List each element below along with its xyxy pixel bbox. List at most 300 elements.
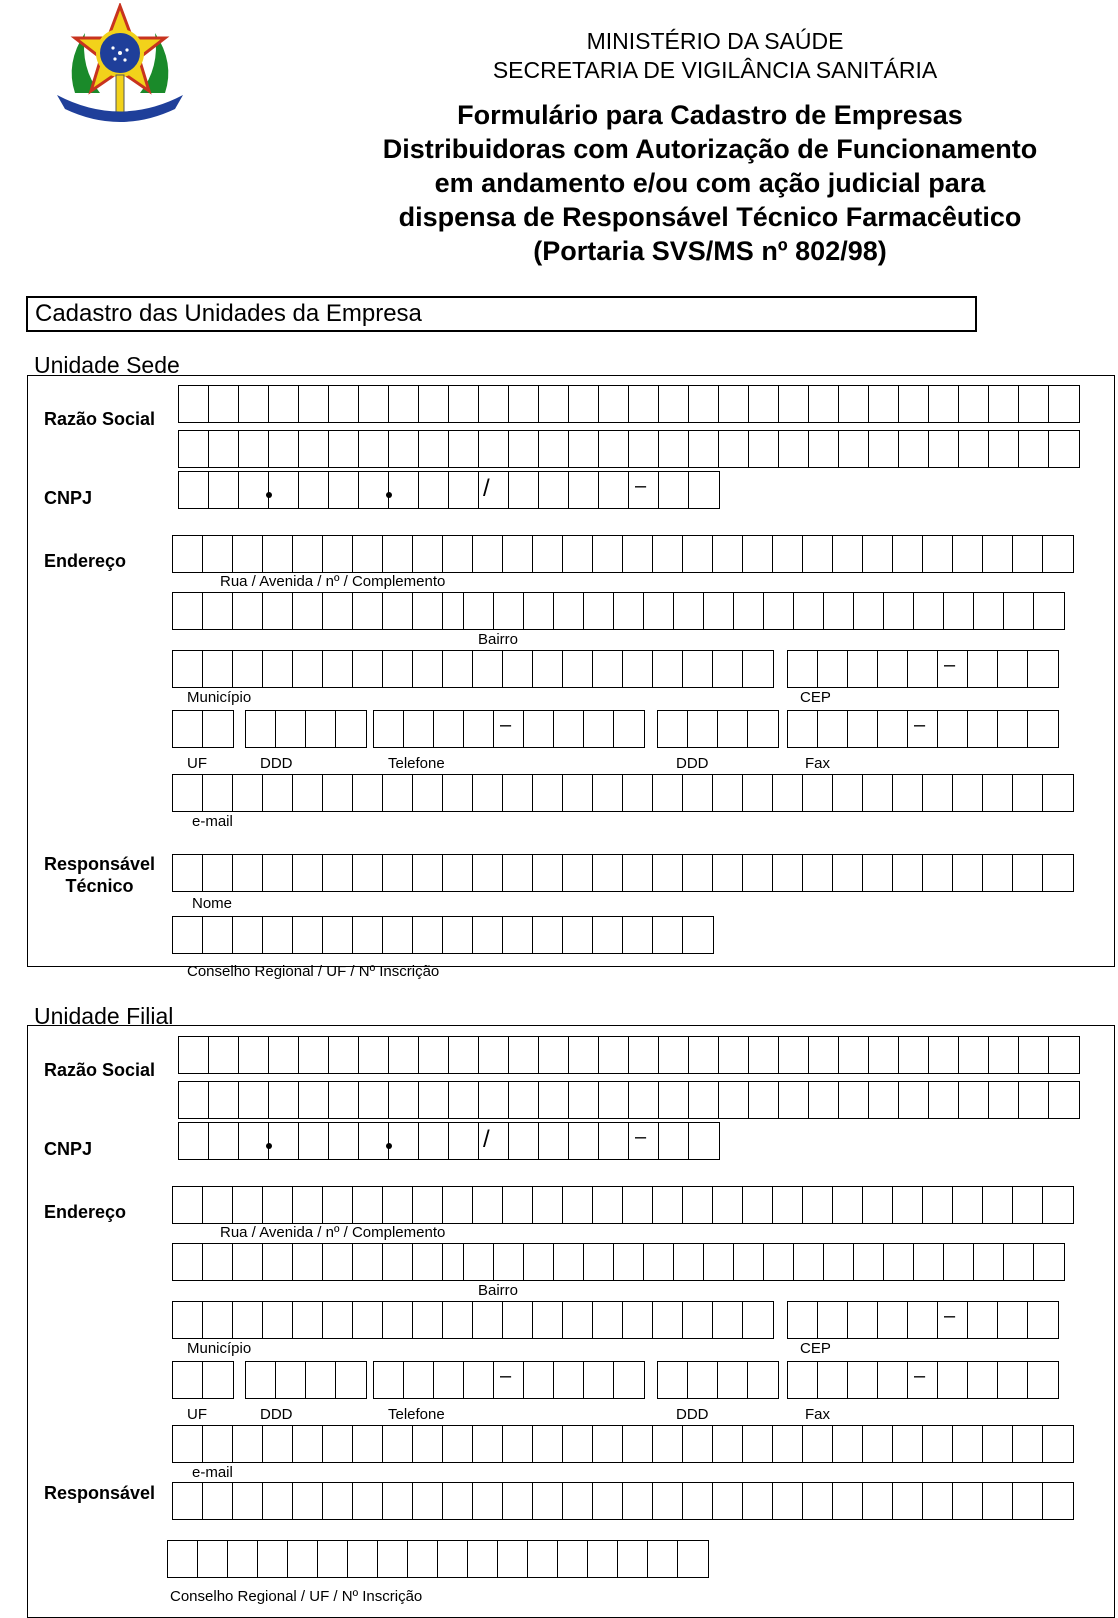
- char-cell[interactable]: [323, 536, 353, 572]
- char-cell[interactable]: [1013, 775, 1043, 811]
- char-cell[interactable]: [688, 1362, 718, 1398]
- char-cell[interactable]: [593, 1483, 623, 1519]
- char-cell[interactable]: [899, 1037, 929, 1073]
- char-cell[interactable]: [299, 1123, 329, 1159]
- char-cell[interactable]: [479, 386, 509, 422]
- char-cell[interactable]: [443, 1187, 473, 1223]
- char-cell[interactable]: [329, 1082, 359, 1118]
- char-cell[interactable]: [618, 1541, 648, 1577]
- char-cell[interactable]: [228, 1541, 258, 1577]
- char-cell[interactable]: [998, 711, 1028, 747]
- char-cell[interactable]: [524, 711, 554, 747]
- char-cell[interactable]: [323, 917, 353, 953]
- char-cell[interactable]: [588, 1541, 618, 1577]
- char-cell[interactable]: [353, 1187, 383, 1223]
- char-cell[interactable]: [449, 472, 479, 508]
- char-cell[interactable]: [353, 1302, 383, 1338]
- char-cell[interactable]: [983, 1483, 1013, 1519]
- char-cell[interactable]: [773, 1483, 803, 1519]
- char-cell[interactable]: [179, 386, 209, 422]
- char-cell[interactable]: [443, 775, 473, 811]
- char-cell[interactable]: [743, 1187, 773, 1223]
- char-cell[interactable]: [779, 431, 809, 467]
- char-cell[interactable]: [179, 1123, 209, 1159]
- char-cell[interactable]: [878, 651, 908, 687]
- char-cell[interactable]: [198, 1541, 228, 1577]
- char-cell[interactable]: [443, 1426, 473, 1462]
- char-cell[interactable]: [203, 651, 233, 687]
- char-cell[interactable]: [878, 1302, 908, 1338]
- char-cell[interactable]: [323, 855, 353, 891]
- char-cell[interactable]: [509, 472, 539, 508]
- char-cell[interactable]: [653, 1426, 683, 1462]
- char-cell[interactable]: [713, 1302, 743, 1338]
- char-cell[interactable]: [824, 1244, 854, 1280]
- char-cell[interactable]: [863, 1187, 893, 1223]
- char-cell[interactable]: [239, 1037, 269, 1073]
- char-cell[interactable]: [884, 593, 914, 629]
- char-cell[interactable]: [173, 1187, 203, 1223]
- char-cell[interactable]: [938, 1362, 968, 1398]
- char-cell[interactable]: [276, 711, 306, 747]
- char-cell[interactable]: [848, 1362, 878, 1398]
- char-cell[interactable]: [449, 1037, 479, 1073]
- char-cell[interactable]: [1034, 1244, 1064, 1280]
- char-cell[interactable]: [1034, 593, 1064, 629]
- char-cell[interactable]: [854, 593, 884, 629]
- char-cell[interactable]: [413, 1187, 443, 1223]
- char-cell[interactable]: [824, 593, 854, 629]
- char-cell[interactable]: [569, 431, 599, 467]
- char-cell[interactable]: [203, 775, 233, 811]
- char-cell[interactable]: [473, 1187, 503, 1223]
- char-cell[interactable]: [299, 431, 329, 467]
- char-cell[interactable]: [293, 1244, 323, 1280]
- char-cell[interactable]: [989, 386, 1019, 422]
- char-cell[interactable]: [689, 1037, 719, 1073]
- char-cell[interactable]: [263, 651, 293, 687]
- char-cell[interactable]: [293, 855, 323, 891]
- char-cell[interactable]: [389, 1082, 419, 1118]
- bairro-field-a[interactable]: [172, 1243, 474, 1281]
- cnpj-field[interactable]: [178, 471, 720, 509]
- char-cell[interactable]: [593, 855, 623, 891]
- char-cell[interactable]: [383, 1187, 413, 1223]
- char-cell[interactable]: [748, 1362, 778, 1398]
- char-cell[interactable]: [438, 1541, 468, 1577]
- char-cell[interactable]: [953, 855, 983, 891]
- char-cell[interactable]: [173, 1302, 203, 1338]
- char-cell[interactable]: [503, 775, 533, 811]
- char-cell[interactable]: [419, 431, 449, 467]
- char-cell[interactable]: [293, 593, 323, 629]
- char-cell[interactable]: [203, 1483, 233, 1519]
- char-cell[interactable]: [923, 775, 953, 811]
- char-cell[interactable]: [599, 386, 629, 422]
- char-cell[interactable]: [974, 1244, 1004, 1280]
- char-cell[interactable]: [434, 711, 464, 747]
- char-cell[interactable]: [263, 1302, 293, 1338]
- char-cell[interactable]: [743, 1426, 773, 1462]
- char-cell[interactable]: [749, 386, 779, 422]
- char-cell[interactable]: [503, 1302, 533, 1338]
- char-cell[interactable]: [893, 775, 923, 811]
- char-cell[interactable]: [683, 651, 713, 687]
- char-cell[interactable]: [293, 1302, 323, 1338]
- char-cell[interactable]: [329, 386, 359, 422]
- char-cell[interactable]: [173, 775, 203, 811]
- char-cell[interactable]: [929, 1082, 959, 1118]
- char-cell[interactable]: [929, 431, 959, 467]
- char-cell[interactable]: [989, 1082, 1019, 1118]
- telefone-field[interactable]: [373, 710, 645, 748]
- char-cell[interactable]: [558, 1541, 588, 1577]
- char-cell[interactable]: [659, 1082, 689, 1118]
- char-cell[interactable]: [269, 431, 299, 467]
- char-cell[interactable]: [959, 1082, 989, 1118]
- char-cell[interactable]: [983, 855, 1013, 891]
- char-cell[interactable]: [1049, 1082, 1079, 1118]
- char-cell[interactable]: [938, 651, 968, 687]
- char-cell[interactable]: [509, 386, 539, 422]
- char-cell[interactable]: [1028, 1362, 1058, 1398]
- char-cell[interactable]: [239, 386, 269, 422]
- char-cell[interactable]: [749, 1082, 779, 1118]
- char-cell[interactable]: [443, 855, 473, 891]
- char-cell[interactable]: [383, 917, 413, 953]
- char-cell[interactable]: [953, 1187, 983, 1223]
- char-cell[interactable]: [629, 1082, 659, 1118]
- char-cell[interactable]: [413, 1483, 443, 1519]
- char-cell[interactable]: [434, 1362, 464, 1398]
- char-cell[interactable]: [749, 1037, 779, 1073]
- char-cell[interactable]: [719, 386, 749, 422]
- ddd-field[interactable]: [245, 1361, 367, 1399]
- char-cell[interactable]: [1028, 651, 1058, 687]
- char-cell[interactable]: [908, 1302, 938, 1338]
- char-cell[interactable]: [1049, 431, 1079, 467]
- char-cell[interactable]: [674, 593, 704, 629]
- char-cell[interactable]: [539, 1123, 569, 1159]
- char-cell[interactable]: [569, 386, 599, 422]
- char-cell[interactable]: [899, 431, 929, 467]
- char-cell[interactable]: [353, 1426, 383, 1462]
- char-cell[interactable]: [503, 1483, 533, 1519]
- char-cell[interactable]: [563, 1187, 593, 1223]
- char-cell[interactable]: [689, 472, 719, 508]
- char-cell[interactable]: [704, 1244, 734, 1280]
- char-cell[interactable]: [809, 431, 839, 467]
- char-cell[interactable]: [449, 1082, 479, 1118]
- char-cell[interactable]: [884, 1244, 914, 1280]
- char-cell[interactable]: [443, 536, 473, 572]
- char-cell[interactable]: [653, 855, 683, 891]
- char-cell[interactable]: [623, 536, 653, 572]
- char-cell[interactable]: [818, 1362, 848, 1398]
- char-cell[interactable]: [464, 1244, 494, 1280]
- char-cell[interactable]: [803, 536, 833, 572]
- char-cell[interactable]: [848, 711, 878, 747]
- char-cell[interactable]: [764, 593, 794, 629]
- char-cell[interactable]: [683, 855, 713, 891]
- char-cell[interactable]: [413, 536, 443, 572]
- char-cell[interactable]: [1043, 855, 1073, 891]
- char-cell[interactable]: [989, 1037, 1019, 1073]
- char-cell[interactable]: [173, 855, 203, 891]
- char-cell[interactable]: [953, 1483, 983, 1519]
- char-cell[interactable]: [359, 1037, 389, 1073]
- char-cell[interactable]: [944, 593, 974, 629]
- char-cell[interactable]: [533, 651, 563, 687]
- municipio-field[interactable]: [172, 650, 774, 688]
- char-cell[interactable]: [968, 651, 998, 687]
- char-cell[interactable]: [203, 855, 233, 891]
- char-cell[interactable]: [306, 1362, 336, 1398]
- char-cell[interactable]: [563, 651, 593, 687]
- char-cell[interactable]: [983, 536, 1013, 572]
- char-cell[interactable]: [263, 1426, 293, 1462]
- char-cell[interactable]: [743, 855, 773, 891]
- char-cell[interactable]: [878, 711, 908, 747]
- char-cell[interactable]: [569, 1037, 599, 1073]
- char-cell[interactable]: [893, 855, 923, 891]
- char-cell[interactable]: [563, 536, 593, 572]
- char-cell[interactable]: [209, 1082, 239, 1118]
- char-cell[interactable]: [1004, 1244, 1034, 1280]
- char-cell[interactable]: [359, 1123, 389, 1159]
- char-cell[interactable]: [509, 1037, 539, 1073]
- char-cell[interactable]: [968, 711, 998, 747]
- char-cell[interactable]: [593, 1302, 623, 1338]
- char-cell[interactable]: [863, 1483, 893, 1519]
- char-cell[interactable]: [533, 917, 563, 953]
- char-cell[interactable]: [629, 1123, 659, 1159]
- char-cell[interactable]: [923, 855, 953, 891]
- char-cell[interactable]: [348, 1541, 378, 1577]
- char-cell[interactable]: [818, 711, 848, 747]
- char-cell[interactable]: [413, 775, 443, 811]
- char-cell[interactable]: [353, 1244, 383, 1280]
- char-cell[interactable]: [503, 1426, 533, 1462]
- char-cell[interactable]: [233, 855, 263, 891]
- char-cell[interactable]: [593, 775, 623, 811]
- char-cell[interactable]: [713, 651, 743, 687]
- char-cell[interactable]: [908, 1362, 938, 1398]
- char-cell[interactable]: [1004, 593, 1034, 629]
- char-cell[interactable]: [773, 1187, 803, 1223]
- char-cell[interactable]: [293, 536, 323, 572]
- char-cell[interactable]: [263, 593, 293, 629]
- char-cell[interactable]: [863, 1426, 893, 1462]
- char-cell[interactable]: [473, 1302, 503, 1338]
- char-cell[interactable]: [539, 431, 569, 467]
- char-cell[interactable]: [413, 1244, 443, 1280]
- char-cell[interactable]: [533, 1426, 563, 1462]
- razao-social-field-2[interactable]: [178, 1081, 1080, 1119]
- char-cell[interactable]: [323, 1426, 353, 1462]
- char-cell[interactable]: [629, 1037, 659, 1073]
- char-cell[interactable]: [1013, 1187, 1043, 1223]
- char-cell[interactable]: [464, 1362, 494, 1398]
- char-cell[interactable]: [953, 1426, 983, 1462]
- char-cell[interactable]: [893, 1483, 923, 1519]
- char-cell[interactable]: [1043, 1483, 1073, 1519]
- char-cell[interactable]: [938, 711, 968, 747]
- char-cell[interactable]: [498, 1541, 528, 1577]
- char-cell[interactable]: [623, 1483, 653, 1519]
- char-cell[interactable]: [794, 1244, 824, 1280]
- char-cell[interactable]: [854, 1244, 884, 1280]
- char-cell[interactable]: [233, 593, 263, 629]
- char-cell[interactable]: [494, 711, 524, 747]
- char-cell[interactable]: [659, 472, 689, 508]
- char-cell[interactable]: [833, 775, 863, 811]
- char-cell[interactable]: [659, 1037, 689, 1073]
- char-cell[interactable]: [818, 651, 848, 687]
- char-cell[interactable]: [833, 1483, 863, 1519]
- char-cell[interactable]: [209, 1037, 239, 1073]
- char-cell[interactable]: [644, 593, 674, 629]
- char-cell[interactable]: [833, 1187, 863, 1223]
- ddd-field[interactable]: [245, 710, 367, 748]
- char-cell[interactable]: [413, 651, 443, 687]
- char-cell[interactable]: [683, 917, 713, 953]
- char-cell[interactable]: [683, 1187, 713, 1223]
- char-cell[interactable]: [653, 1302, 683, 1338]
- char-cell[interactable]: [473, 651, 503, 687]
- char-cell[interactable]: [599, 1123, 629, 1159]
- char-cell[interactable]: [494, 593, 524, 629]
- email-field[interactable]: [172, 1425, 1074, 1463]
- char-cell[interactable]: [929, 1037, 959, 1073]
- char-cell[interactable]: [563, 1483, 593, 1519]
- char-cell[interactable]: [383, 1483, 413, 1519]
- char-cell[interactable]: [323, 775, 353, 811]
- char-cell[interactable]: [173, 1362, 203, 1398]
- char-cell[interactable]: [318, 1541, 348, 1577]
- char-cell[interactable]: [353, 917, 383, 953]
- char-cell[interactable]: [674, 1244, 704, 1280]
- char-cell[interactable]: [1013, 1483, 1043, 1519]
- char-cell[interactable]: [479, 472, 509, 508]
- char-cell[interactable]: [593, 536, 623, 572]
- char-cell[interactable]: [533, 775, 563, 811]
- char-cell[interactable]: [246, 1362, 276, 1398]
- char-cell[interactable]: [569, 472, 599, 508]
- char-cell[interactable]: [623, 1426, 653, 1462]
- char-cell[interactable]: [563, 917, 593, 953]
- char-cell[interactable]: [359, 386, 389, 422]
- char-cell[interactable]: [653, 1187, 683, 1223]
- char-cell[interactable]: [203, 711, 233, 747]
- char-cell[interactable]: [276, 1362, 306, 1398]
- char-cell[interactable]: [383, 1302, 413, 1338]
- char-cell[interactable]: [269, 386, 299, 422]
- char-cell[interactable]: [893, 1426, 923, 1462]
- uf-field[interactable]: [172, 710, 234, 748]
- char-cell[interactable]: [689, 431, 719, 467]
- char-cell[interactable]: [299, 1082, 329, 1118]
- char-cell[interactable]: [203, 1362, 233, 1398]
- char-cell[interactable]: [353, 855, 383, 891]
- char-cell[interactable]: [659, 431, 689, 467]
- char-cell[interactable]: [623, 1302, 653, 1338]
- char-cell[interactable]: [614, 1362, 644, 1398]
- char-cell[interactable]: [509, 1123, 539, 1159]
- char-cell[interactable]: [323, 593, 353, 629]
- char-cell[interactable]: [788, 651, 818, 687]
- char-cell[interactable]: [269, 1123, 299, 1159]
- char-cell[interactable]: [533, 536, 563, 572]
- conselho-field[interactable]: [167, 1540, 709, 1578]
- char-cell[interactable]: [509, 1082, 539, 1118]
- char-cell[interactable]: [336, 711, 366, 747]
- char-cell[interactable]: [293, 775, 323, 811]
- char-cell[interactable]: [329, 1123, 359, 1159]
- char-cell[interactable]: [773, 775, 803, 811]
- char-cell[interactable]: [473, 917, 503, 953]
- char-cell[interactable]: [503, 917, 533, 953]
- char-cell[interactable]: [503, 1187, 533, 1223]
- char-cell[interactable]: [848, 1302, 878, 1338]
- char-cell[interactable]: [848, 651, 878, 687]
- char-cell[interactable]: [938, 1302, 968, 1338]
- char-cell[interactable]: [293, 1483, 323, 1519]
- char-cell[interactable]: [893, 1187, 923, 1223]
- char-cell[interactable]: [353, 651, 383, 687]
- razao-social-field-1[interactable]: [178, 1036, 1080, 1074]
- char-cell[interactable]: [293, 651, 323, 687]
- char-cell[interactable]: [323, 651, 353, 687]
- char-cell[interactable]: [869, 386, 899, 422]
- char-cell[interactable]: [449, 1123, 479, 1159]
- char-cell[interactable]: [203, 593, 233, 629]
- char-cell[interactable]: [718, 1362, 748, 1398]
- char-cell[interactable]: [688, 711, 718, 747]
- char-cell[interactable]: [383, 1426, 413, 1462]
- char-cell[interactable]: [288, 1541, 318, 1577]
- char-cell[interactable]: [749, 431, 779, 467]
- char-cell[interactable]: [599, 431, 629, 467]
- char-cell[interactable]: [593, 651, 623, 687]
- char-cell[interactable]: [533, 1483, 563, 1519]
- char-cell[interactable]: [233, 536, 263, 572]
- char-cell[interactable]: [179, 472, 209, 508]
- char-cell[interactable]: [893, 536, 923, 572]
- char-cell[interactable]: [734, 1244, 764, 1280]
- char-cell[interactable]: [704, 593, 734, 629]
- char-cell[interactable]: [353, 536, 383, 572]
- char-cell[interactable]: [683, 1483, 713, 1519]
- char-cell[interactable]: [563, 1426, 593, 1462]
- char-cell[interactable]: [464, 593, 494, 629]
- char-cell[interactable]: [246, 711, 276, 747]
- char-cell[interactable]: [803, 1426, 833, 1462]
- char-cell[interactable]: [653, 651, 683, 687]
- char-cell[interactable]: [968, 1362, 998, 1398]
- char-cell[interactable]: [923, 536, 953, 572]
- char-cell[interactable]: [713, 775, 743, 811]
- char-cell[interactable]: [914, 593, 944, 629]
- char-cell[interactable]: [923, 1483, 953, 1519]
- char-cell[interactable]: [173, 651, 203, 687]
- char-cell[interactable]: [203, 917, 233, 953]
- char-cell[interactable]: [554, 711, 584, 747]
- char-cell[interactable]: [389, 431, 419, 467]
- char-cell[interactable]: [389, 472, 419, 508]
- char-cell[interactable]: [878, 1362, 908, 1398]
- char-cell[interactable]: [293, 1426, 323, 1462]
